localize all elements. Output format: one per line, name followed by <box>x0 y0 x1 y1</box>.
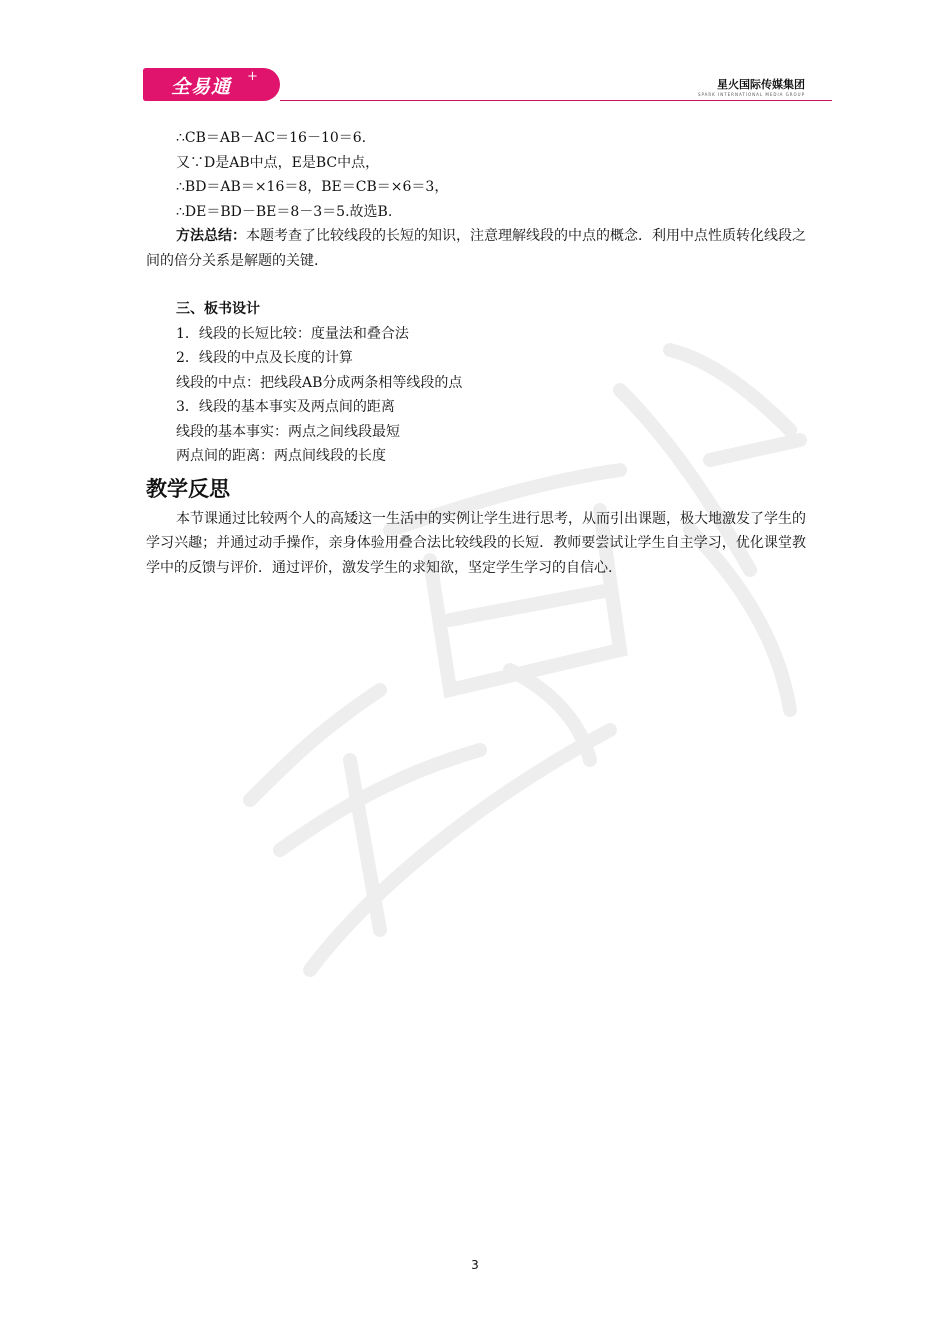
reflection-paragraph: 本节课通过比较两个人的高矮这一生活中的实例让学生进行思考，从而引出课题，极大地激发了学生的学习兴趣；并通过动手操作，亲身体验用叠合法比较线段的长短．教师要尝试让学生自主学习，优化课堂教学中的反馈与评价．通过评价，激发学生的求知欲，坚定学生学习的自信心. <box>146 510 806 576</box>
logo-star-icon: + <box>247 69 258 84</box>
publisher-name: 星火国际传媒集团 <box>717 78 805 91</box>
board-item: 3．线段的基本事实及两点间的距离 <box>176 399 395 415</box>
header-divider <box>280 100 832 101</box>
document-body <box>146 126 806 580</box>
solution-line: ∴DE＝BD－BE＝8－3＝5.故选B. <box>176 203 393 220</box>
board-item: 线段的基本事实：两点之间线段最短 <box>176 423 400 440</box>
reflection-title: 教学反思 <box>146 476 230 501</box>
publisher-brand <box>698 76 805 97</box>
publisher-name-en: SPARK INTERNATIONAL MEDIA GROUP <box>697 92 805 97</box>
board-item: 2．线段的中点及长度的计算 <box>176 350 353 366</box>
page-number: 3 <box>471 1258 479 1272</box>
section-heading: 三、板书设计 <box>176 301 260 317</box>
solution-line: ∴CB＝AB－AC＝16－10＝6. <box>176 130 367 146</box>
method-summary-text: 本题考查了比较线段的长短的知识，注意理解线段的中点的概念．利用中点性质转化线段之间的倍分关系是解题的关键. <box>146 228 806 269</box>
board-item: 线段的中点：把线段AB分成两条相等线段的点 <box>176 374 463 391</box>
brand-logo <box>143 68 280 101</box>
method-summary-label: 方法总结： <box>176 228 246 244</box>
solution-line: ∴BD＝AB＝×16＝8，BE＝CB＝×6＝3， <box>176 179 449 195</box>
logo-text: 全易通 <box>171 76 232 98</box>
board-item: 两点间的距离：两点间线段的长度 <box>176 448 386 464</box>
board-item: 1．线段的长短比较：度量法和叠合法 <box>176 325 409 342</box>
method-summary <box>146 224 806 273</box>
solution-line: 又∵D是AB中点，E是BC中点， <box>176 154 380 171</box>
